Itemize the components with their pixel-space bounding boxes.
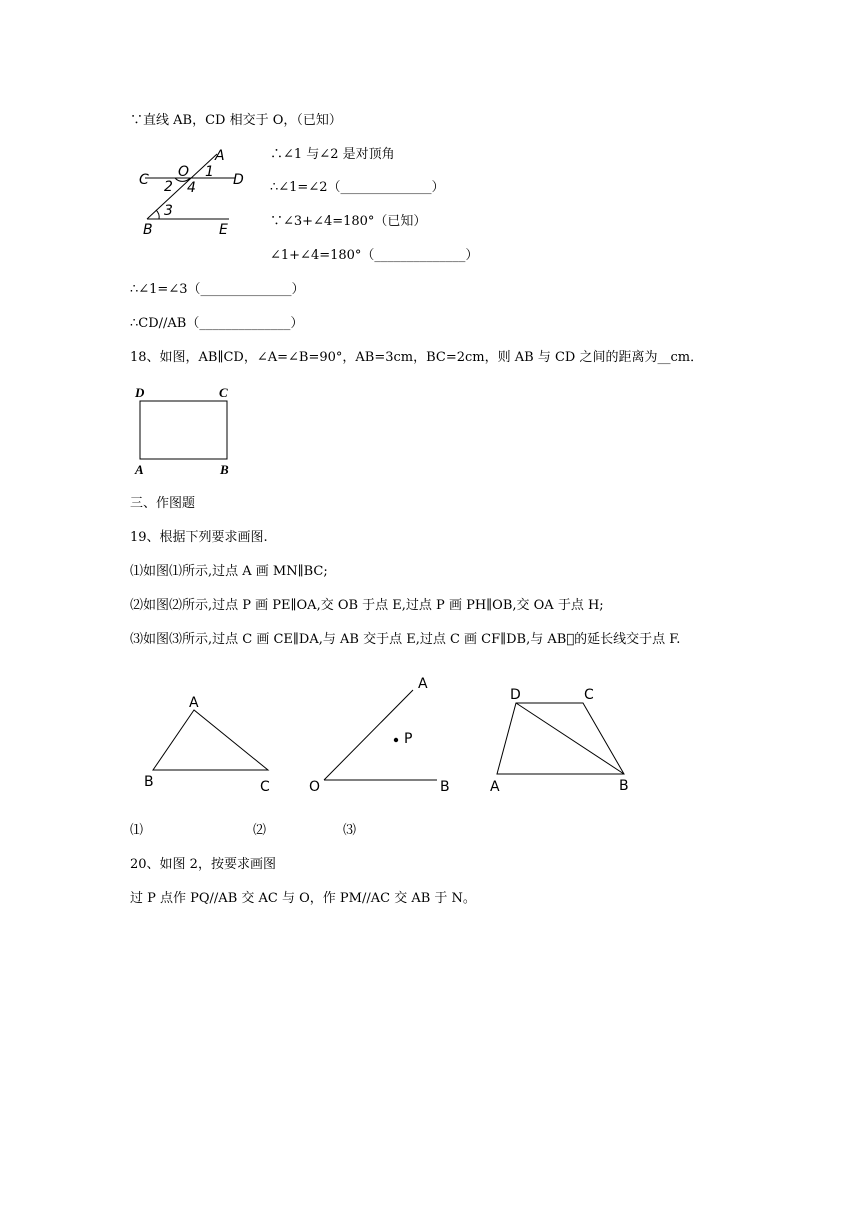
q19-figure-2: [300, 670, 460, 800]
diagonal-db: [516, 703, 624, 774]
q19-figure-1: [140, 690, 280, 800]
q17-step6: ∴CD//AB（______________）: [130, 316, 304, 331]
trapezoid-abcd: [497, 703, 624, 774]
q19-figure-3: [485, 680, 645, 800]
label-p: P: [404, 731, 413, 747]
q18-text: 18、如图，AB∥CD，∠A=∠B=90°，AB=3cm，BC=2cm，则 AB 与 CD 之间的距离为__cm．: [130, 350, 704, 365]
q20-text: 过 P 点作 PQ//AB 交 AC 与 O，作 PM//AC 交 AB 于 N。: [130, 891, 476, 906]
label-c: C: [139, 172, 149, 188]
label-c: C: [584, 687, 594, 703]
caption-3: ⑶: [343, 823, 357, 838]
section-title: 三、作图题: [130, 496, 196, 511]
q19-item2: ⑵如图⑵所示,过点 P 画 PE∥OA,交 OB 于点 E,过点 P 画 PH∥OB,交 OA 于点 H;: [130, 598, 604, 613]
label-3: 3: [164, 203, 173, 219]
label-d: D: [233, 172, 244, 188]
q19-title: 19、根据下列要求画图.: [130, 530, 268, 545]
label-4: 4: [187, 180, 196, 196]
q17-step3: ∵∠3+∠4=180°（已知）: [270, 214, 427, 229]
q17-given: ∵直线 AB，CD 相交于 O，（已知）: [130, 113, 342, 128]
label-2: 2: [164, 179, 173, 195]
label-o: O: [309, 779, 321, 795]
point-p: [394, 738, 398, 742]
caption-2: ⑵: [253, 823, 267, 838]
label-e: E: [219, 222, 228, 238]
q17-step5: ∴∠1=∠3（______________）: [130, 282, 305, 297]
rectangle-abcd: [140, 401, 227, 459]
label-b: B: [220, 462, 229, 477]
q17-step2: ∴∠1=∠2（______________）: [270, 180, 445, 195]
q17-step4: ∠1+∠4=180°（______________）: [270, 248, 479, 263]
label-b: B: [144, 774, 154, 790]
label-a: A: [418, 676, 428, 692]
label-b: B: [143, 222, 153, 238]
label-o: O: [178, 164, 190, 180]
label-d: D: [135, 385, 145, 400]
label-c: C: [219, 385, 228, 400]
q17-step1: ∴∠1 与∠2 是对顶角: [270, 147, 395, 162]
label-c: C: [260, 779, 270, 795]
label-a: A: [135, 462, 144, 477]
triangle-abc: [153, 710, 268, 770]
q20-title: 20、如图 2，按要求画图: [130, 857, 276, 872]
caption-1: ⑴: [130, 823, 144, 838]
label-a: A: [189, 695, 199, 711]
label-b: B: [619, 778, 629, 794]
label-b: B: [440, 779, 450, 795]
angle3-arc: [156, 210, 159, 219]
label-1: 1: [205, 164, 214, 180]
label-a: A: [490, 779, 500, 795]
q19-item3: ⑶如图⑶所示,过点 C 画 CE∥DA,与 AB 交于点 E,过点 C 画 CF∥DB,与 AB⃞的延长线交于点 F.: [130, 632, 681, 647]
ray-oa: [324, 690, 413, 780]
q18-rectangle-figure: [133, 382, 243, 480]
q17-figure: [135, 140, 245, 240]
label-d: D: [510, 687, 521, 703]
label-a: A: [215, 148, 225, 164]
q19-item1: ⑴如图⑴所示,过点 A 画 MN∥BC;: [130, 564, 328, 579]
